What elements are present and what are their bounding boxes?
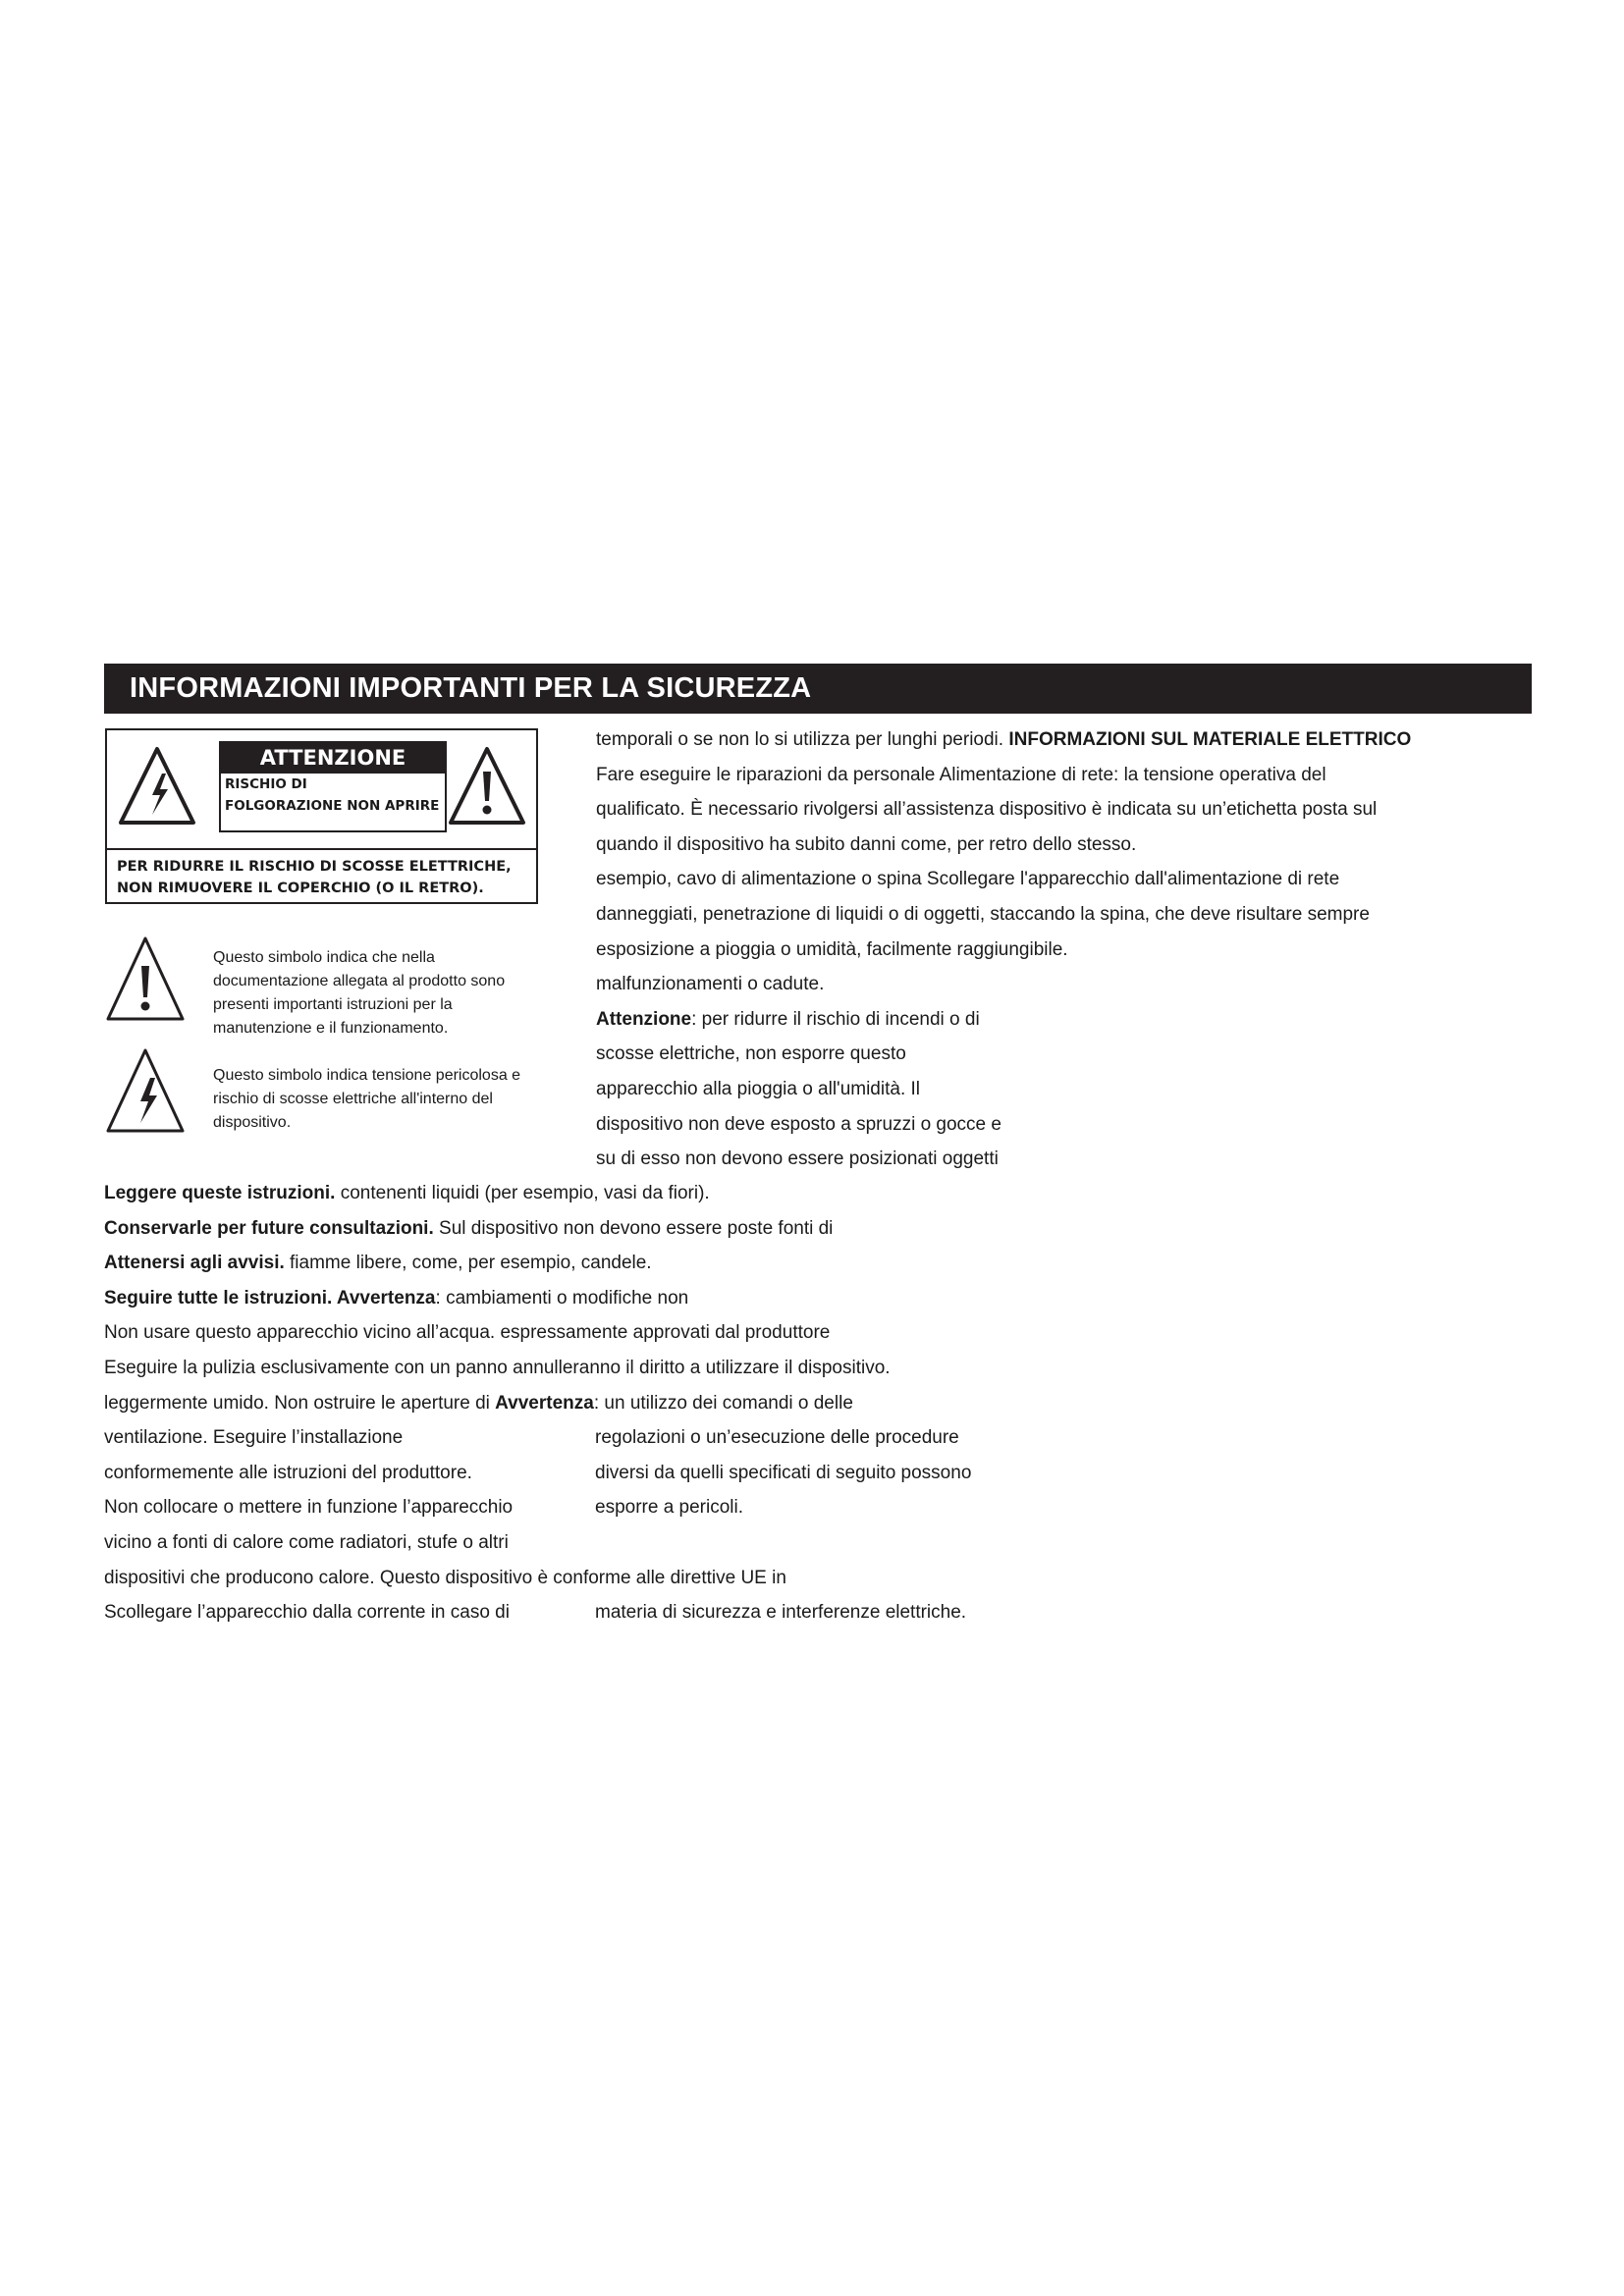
text-span: danneggiati, penetrazione di liquidi o di oggetti, staccando la spina, che deve risultare sempre bbox=[596, 904, 1370, 925]
symbol-explanation-1 bbox=[105, 934, 567, 1037]
text-line bbox=[104, 1182, 710, 1205]
text-span: Fare eseguire le riparazioni da personale Alimentazione di rete: la tensione operativa del bbox=[596, 764, 1326, 785]
caution-footer-line-1: PER RIDURRE IL RISCHIO DI SCOSSE ELETTRICHE, bbox=[117, 859, 512, 875]
text-span: quando il dispositivo ha subito danni come, per retro dello stesso. bbox=[596, 833, 1137, 855]
text-line bbox=[596, 798, 1377, 822]
text-line-right: diversi da quelli specificati di seguito possono bbox=[595, 1462, 972, 1483]
text-span: dispositivo non deve esposto a spruzzi o gocce e bbox=[596, 1113, 1001, 1135]
bold-text: INFORMAZIONI SUL MATERIALE ELETTRICO bbox=[1008, 729, 1412, 750]
bold-text: Conservarle per future consultazioni. bbox=[104, 1217, 434, 1239]
exclamation-triangle-icon bbox=[447, 744, 527, 828]
text-span: scosse elettriche, non esporre questo bbox=[596, 1043, 906, 1065]
text-line bbox=[104, 1217, 833, 1241]
text-line bbox=[596, 938, 1068, 962]
section-title: INFORMAZIONI IMPORTANTI PER LA SICUREZZA bbox=[104, 664, 1532, 714]
text-span: apparecchio alla pioggia o all'umidità. Il bbox=[596, 1079, 920, 1099]
text-span: dispositivi che producono calore. Questo dispositivo è conforme alle direttive UE in bbox=[104, 1567, 786, 1588]
text-line: Questo simbolo indica che nella bbox=[213, 949, 435, 966]
symbol-explanation-2 bbox=[105, 1046, 567, 1139]
text-span: malfunzionamenti o cadute. bbox=[596, 974, 825, 995]
symbol-explanation-2-text bbox=[213, 1064, 562, 1135]
text-line: documentazione allegata al prodotto sono bbox=[213, 973, 506, 989]
text-line bbox=[596, 764, 1326, 787]
symbol-explanation-1-text bbox=[213, 946, 562, 1041]
bold-text: Seguire tutte le istruzioni. Avvertenza bbox=[104, 1287, 436, 1308]
caution-footer-line-2: NON RIMUOVERE IL COPERCHIO (O IL RETRO). bbox=[117, 881, 484, 896]
text-span: Non usare questo apparecchio vicino all’acqua. espressamente approvati dal produttore bbox=[104, 1322, 831, 1344]
text-span: : un utilizzo dei comandi o delle bbox=[593, 1392, 853, 1414]
text-line bbox=[104, 1287, 688, 1310]
caution-line-2: FOLGORAZIONE NON APRIRE bbox=[225, 798, 440, 814]
text-line bbox=[104, 1601, 510, 1625]
text-line-right: materia di sicurezza e interferenze elettriche. bbox=[595, 1602, 967, 1624]
caution-footer bbox=[117, 856, 534, 899]
text-line: manutenzione e il funzionamento. bbox=[213, 1020, 449, 1037]
text-span: Non collocare o mettere in funzione l’apparecchio bbox=[104, 1497, 514, 1519]
text-line bbox=[596, 1148, 999, 1171]
text-span: Scollegare l’apparecchio dalla corrente in caso di bbox=[104, 1602, 510, 1624]
text-line bbox=[596, 903, 1370, 927]
text-line bbox=[104, 1357, 891, 1380]
caution-heading: ATTENZIONE bbox=[221, 743, 445, 774]
text-line bbox=[104, 1321, 830, 1345]
text-line bbox=[104, 1252, 652, 1275]
text-span: Sul dispositivo non devono essere poste fonti di bbox=[433, 1217, 834, 1239]
text-line bbox=[104, 1462, 472, 1485]
text-line bbox=[596, 973, 824, 996]
text-span: : per ridurre il rischio di incendi o di bbox=[691, 1008, 980, 1030]
text-line-right: regolazioni o un’esecuzione delle procedure bbox=[595, 1427, 959, 1449]
caution-label bbox=[105, 728, 538, 904]
text-span: leggermente umido. Non ostruire le aperture di bbox=[104, 1392, 496, 1414]
text-span: qualificato. È necessario rivolgersi all’assistenza dispositivo è indicata su un’etichetta posta sul bbox=[596, 799, 1378, 821]
text-span: : cambiamenti o modifiche non bbox=[435, 1287, 689, 1308]
text-span: temporali o se non lo si utilizza per lunghi periodi. bbox=[596, 729, 1009, 750]
text-span: ventilazione. Eseguire l’installazione bbox=[104, 1427, 404, 1449]
text-span: su di esso non devono essere posizionati oggetti bbox=[596, 1148, 999, 1170]
text-span: fiamme libere, come, per esempio, candele. bbox=[284, 1253, 652, 1274]
text-line bbox=[104, 1392, 853, 1415]
bold-text: Avvertenza bbox=[495, 1392, 594, 1414]
text-span: esempio, cavo di alimentazione o spina Scollegare l'apparecchio dall'alimentazione di rete bbox=[596, 869, 1340, 890]
text-line bbox=[104, 1531, 509, 1555]
text-line: presenti importanti istruzioni per la bbox=[213, 996, 453, 1013]
caution-line-1: RISCHIO DI bbox=[225, 776, 307, 792]
text-span: esposizione a pioggia o umidità, facilmente raggiungibile. bbox=[596, 938, 1068, 960]
bold-text: Attenersi agli avvisi. bbox=[104, 1253, 285, 1274]
text-line bbox=[596, 728, 1411, 752]
text-line bbox=[596, 833, 1136, 857]
exclamation-triangle-icon bbox=[105, 934, 186, 1025]
text-line: dispositivo. bbox=[213, 1114, 292, 1131]
text-line bbox=[596, 1113, 1001, 1137]
bold-text: Attenzione bbox=[596, 1008, 692, 1030]
text-line bbox=[596, 1008, 980, 1032]
caution-panel bbox=[219, 741, 447, 832]
text-line bbox=[104, 1567, 786, 1590]
text-line bbox=[596, 1078, 920, 1101]
lightning-triangle-icon bbox=[105, 1046, 186, 1137]
caution-divider bbox=[107, 848, 536, 850]
text-line-right: esporre a pericoli. bbox=[595, 1497, 744, 1519]
lightning-triangle-icon bbox=[117, 744, 197, 828]
text-line bbox=[596, 1042, 906, 1066]
text-line: Questo simbolo indica tensione pericolosa e bbox=[213, 1067, 521, 1084]
text-line: rischio di scosse elettriche all'interno del bbox=[213, 1091, 493, 1107]
text-span: contenenti liquidi (per esempio, vasi da fiori). bbox=[335, 1183, 710, 1203]
text-span: vicino a fonti di calore come radiatori, stufe o altri bbox=[104, 1532, 509, 1553]
bold-text: Leggere queste istruzioni. bbox=[104, 1183, 336, 1203]
text-span: conformemente alle istruzioni del produttore. bbox=[104, 1462, 472, 1483]
text-line bbox=[596, 868, 1339, 891]
text-span: Eseguire la pulizia esclusivamente con un panno annulleranno il diritto a utilizzare il dispositivo. bbox=[104, 1358, 891, 1378]
text-line bbox=[104, 1426, 403, 1450]
text-line bbox=[104, 1496, 513, 1520]
